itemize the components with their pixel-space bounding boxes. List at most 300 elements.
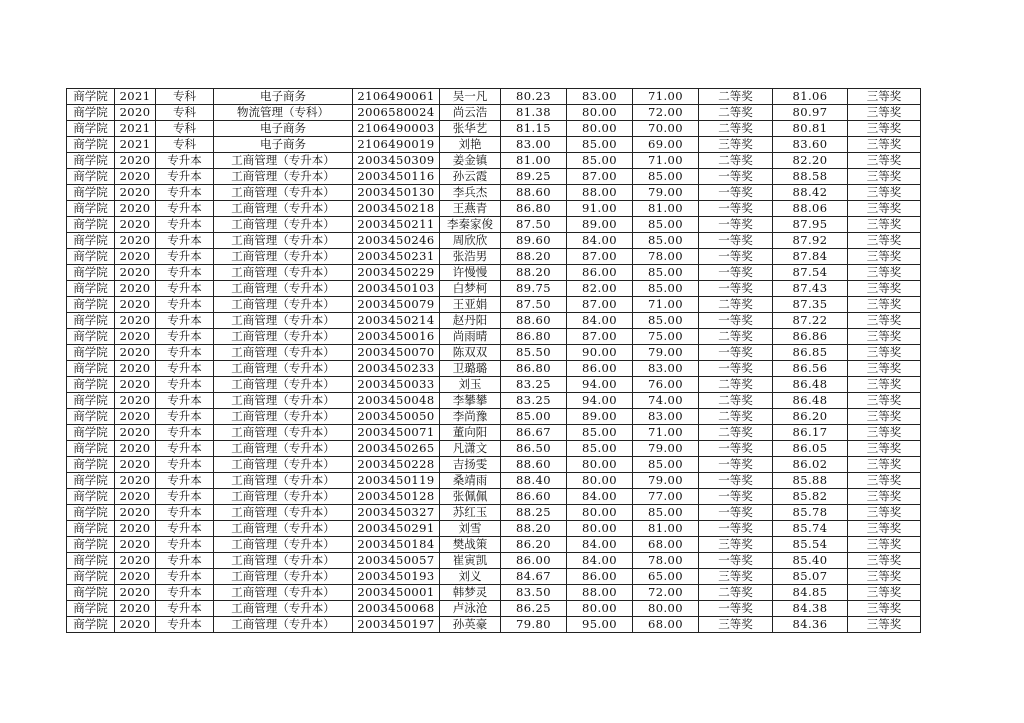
score-1-cell: 88.20 bbox=[501, 521, 567, 537]
award-1-cell: 三等奖 bbox=[699, 537, 773, 553]
year-cell: 2021 bbox=[115, 121, 156, 137]
score-3-cell: 77.00 bbox=[633, 489, 699, 505]
award-1-cell: 一等奖 bbox=[699, 265, 773, 281]
name-cell: 李秦家俊 bbox=[440, 217, 501, 233]
student-id-cell: 2006580024 bbox=[353, 105, 440, 121]
level-cell: 专升本 bbox=[156, 601, 214, 617]
award-2-cell: 三等奖 bbox=[848, 521, 921, 537]
name-cell: 尚雨晴 bbox=[440, 329, 501, 345]
table-row bbox=[67, 361, 921, 377]
major-cell: 电子商务 bbox=[214, 89, 353, 105]
score-2-cell: 87.00 bbox=[567, 249, 633, 265]
total-score-cell: 85.82 bbox=[773, 489, 848, 505]
score-3-cell: 85.00 bbox=[633, 217, 699, 233]
level-cell: 专升本 bbox=[156, 169, 214, 185]
score-3-cell: 83.00 bbox=[633, 409, 699, 425]
year-cell: 2020 bbox=[115, 377, 156, 393]
score-1-cell: 88.20 bbox=[501, 249, 567, 265]
score-3-cell: 85.00 bbox=[633, 233, 699, 249]
table-row bbox=[67, 537, 921, 553]
student-id-cell: 2003450016 bbox=[353, 329, 440, 345]
award-2-cell: 三等奖 bbox=[848, 201, 921, 217]
major-cell: 工商管理（专升本） bbox=[214, 361, 353, 377]
table-row bbox=[67, 585, 921, 601]
score-3-cell: 65.00 bbox=[633, 569, 699, 585]
table-row bbox=[67, 329, 921, 345]
level-cell: 专升本 bbox=[156, 553, 214, 569]
score-1-cell: 86.50 bbox=[501, 441, 567, 457]
level-cell: 专升本 bbox=[156, 265, 214, 281]
score-3-cell: 71.00 bbox=[633, 297, 699, 313]
score-1-cell: 83.25 bbox=[501, 377, 567, 393]
major-cell: 工商管理（专升本） bbox=[214, 473, 353, 489]
college-cell: 商学院 bbox=[67, 393, 115, 409]
level-cell: 专升本 bbox=[156, 345, 214, 361]
score-3-cell: 83.00 bbox=[633, 361, 699, 377]
award-1-cell: 一等奖 bbox=[699, 169, 773, 185]
student-id-cell: 2003450070 bbox=[353, 345, 440, 361]
student-id-cell: 2003450197 bbox=[353, 617, 440, 633]
total-score-cell: 87.54 bbox=[773, 265, 848, 281]
score-2-cell: 84.00 bbox=[567, 489, 633, 505]
score-1-cell: 80.23 bbox=[501, 89, 567, 105]
college-cell: 商学院 bbox=[67, 489, 115, 505]
score-2-cell: 85.00 bbox=[567, 425, 633, 441]
student-id-cell: 2003450079 bbox=[353, 297, 440, 313]
total-score-cell: 88.42 bbox=[773, 185, 848, 201]
score-1-cell: 83.50 bbox=[501, 585, 567, 601]
score-1-cell: 86.20 bbox=[501, 537, 567, 553]
table-row bbox=[67, 393, 921, 409]
student-id-cell: 2003450309 bbox=[353, 153, 440, 169]
award-2-cell: 三等奖 bbox=[848, 409, 921, 425]
college-cell: 商学院 bbox=[67, 457, 115, 473]
major-cell: 工商管理（专升本） bbox=[214, 521, 353, 537]
college-cell: 商学院 bbox=[67, 105, 115, 121]
table-row bbox=[67, 185, 921, 201]
student-id-cell: 2003450071 bbox=[353, 425, 440, 441]
college-cell: 商学院 bbox=[67, 297, 115, 313]
table-row bbox=[67, 233, 921, 249]
level-cell: 专科 bbox=[156, 121, 214, 137]
score-2-cell: 87.00 bbox=[567, 329, 633, 345]
score-3-cell: 68.00 bbox=[633, 537, 699, 553]
total-score-cell: 85.74 bbox=[773, 521, 848, 537]
college-cell: 商学院 bbox=[67, 601, 115, 617]
table-row bbox=[67, 297, 921, 313]
year-cell: 2020 bbox=[115, 265, 156, 281]
major-cell: 工商管理（专升本） bbox=[214, 377, 353, 393]
award-1-cell: 一等奖 bbox=[699, 361, 773, 377]
year-cell: 2020 bbox=[115, 297, 156, 313]
score-2-cell: 80.00 bbox=[567, 457, 633, 473]
college-cell: 商学院 bbox=[67, 345, 115, 361]
score-3-cell: 75.00 bbox=[633, 329, 699, 345]
score-1-cell: 88.60 bbox=[501, 185, 567, 201]
major-cell: 工商管理（专升本） bbox=[214, 409, 353, 425]
name-cell: 苏红玉 bbox=[440, 505, 501, 521]
year-cell: 2020 bbox=[115, 569, 156, 585]
score-1-cell: 83.00 bbox=[501, 137, 567, 153]
level-cell: 专科 bbox=[156, 137, 214, 153]
total-score-cell: 85.07 bbox=[773, 569, 848, 585]
total-score-cell: 80.81 bbox=[773, 121, 848, 137]
college-cell: 商学院 bbox=[67, 329, 115, 345]
student-id-cell: 2106490019 bbox=[353, 137, 440, 153]
score-3-cell: 71.00 bbox=[633, 153, 699, 169]
level-cell: 专升本 bbox=[156, 297, 214, 313]
year-cell: 2020 bbox=[115, 249, 156, 265]
student-id-cell: 2003450211 bbox=[353, 217, 440, 233]
total-score-cell: 84.38 bbox=[773, 601, 848, 617]
total-score-cell: 86.02 bbox=[773, 457, 848, 473]
student-id-cell: 2003450228 bbox=[353, 457, 440, 473]
student-id-cell: 2003450218 bbox=[353, 201, 440, 217]
year-cell: 2020 bbox=[115, 313, 156, 329]
student-id-cell: 2003450048 bbox=[353, 393, 440, 409]
college-cell: 商学院 bbox=[67, 217, 115, 233]
level-cell: 专科 bbox=[156, 89, 214, 105]
award-1-cell: 一等奖 bbox=[699, 441, 773, 457]
college-cell: 商学院 bbox=[67, 473, 115, 489]
table-row bbox=[67, 249, 921, 265]
score-1-cell: 88.20 bbox=[501, 265, 567, 281]
year-cell: 2020 bbox=[115, 537, 156, 553]
table-row bbox=[67, 617, 921, 633]
name-cell: 刘雪 bbox=[440, 521, 501, 537]
name-cell: 刘玉 bbox=[440, 377, 501, 393]
score-2-cell: 80.00 bbox=[567, 473, 633, 489]
college-cell: 商学院 bbox=[67, 281, 115, 297]
score-1-cell: 89.60 bbox=[501, 233, 567, 249]
score-3-cell: 85.00 bbox=[633, 265, 699, 281]
score-3-cell: 72.00 bbox=[633, 105, 699, 121]
award-1-cell: 二等奖 bbox=[699, 297, 773, 313]
total-score-cell: 86.56 bbox=[773, 361, 848, 377]
student-id-cell: 2003450130 bbox=[353, 185, 440, 201]
major-cell: 工商管理（专升本） bbox=[214, 249, 353, 265]
award-2-cell: 三等奖 bbox=[848, 153, 921, 169]
total-score-cell: 87.95 bbox=[773, 217, 848, 233]
total-score-cell: 82.20 bbox=[773, 153, 848, 169]
total-score-cell: 84.85 bbox=[773, 585, 848, 601]
year-cell: 2021 bbox=[115, 89, 156, 105]
award-2-cell: 三等奖 bbox=[848, 217, 921, 233]
total-score-cell: 86.20 bbox=[773, 409, 848, 425]
name-cell: 王亚娟 bbox=[440, 297, 501, 313]
award-1-cell: 一等奖 bbox=[699, 249, 773, 265]
year-cell: 2020 bbox=[115, 345, 156, 361]
award-2-cell: 三等奖 bbox=[848, 249, 921, 265]
major-cell: 工商管理（专升本） bbox=[214, 185, 353, 201]
score-3-cell: 79.00 bbox=[633, 345, 699, 361]
college-cell: 商学院 bbox=[67, 313, 115, 329]
level-cell: 专升本 bbox=[156, 409, 214, 425]
score-3-cell: 71.00 bbox=[633, 425, 699, 441]
total-score-cell: 86.48 bbox=[773, 393, 848, 409]
award-2-cell: 三等奖 bbox=[848, 553, 921, 569]
college-cell: 商学院 bbox=[67, 409, 115, 425]
score-3-cell: 79.00 bbox=[633, 441, 699, 457]
table-row bbox=[67, 345, 921, 361]
level-cell: 专升本 bbox=[156, 281, 214, 297]
score-2-cell: 80.00 bbox=[567, 521, 633, 537]
table-row bbox=[67, 137, 921, 153]
total-score-cell: 85.40 bbox=[773, 553, 848, 569]
table-row bbox=[67, 313, 921, 329]
total-score-cell: 86.85 bbox=[773, 345, 848, 361]
award-1-cell: 三等奖 bbox=[699, 569, 773, 585]
total-score-cell: 86.48 bbox=[773, 377, 848, 393]
award-2-cell: 三等奖 bbox=[848, 169, 921, 185]
score-2-cell: 84.00 bbox=[567, 537, 633, 553]
level-cell: 专升本 bbox=[156, 585, 214, 601]
award-2-cell: 三等奖 bbox=[848, 345, 921, 361]
major-cell: 工商管理（专升本） bbox=[214, 153, 353, 169]
score-1-cell: 89.25 bbox=[501, 169, 567, 185]
award-2-cell: 三等奖 bbox=[848, 441, 921, 457]
score-2-cell: 80.00 bbox=[567, 121, 633, 137]
level-cell: 专升本 bbox=[156, 505, 214, 521]
level-cell: 专升本 bbox=[156, 153, 214, 169]
level-cell: 专升本 bbox=[156, 489, 214, 505]
table-row bbox=[67, 473, 921, 489]
score-2-cell: 90.00 bbox=[567, 345, 633, 361]
year-cell: 2020 bbox=[115, 617, 156, 633]
name-cell: 吴一凡 bbox=[440, 89, 501, 105]
score-1-cell: 86.80 bbox=[501, 201, 567, 217]
major-cell: 电子商务 bbox=[214, 137, 353, 153]
major-cell: 工商管理（专升本） bbox=[214, 569, 353, 585]
award-2-cell: 三等奖 bbox=[848, 329, 921, 345]
college-cell: 商学院 bbox=[67, 169, 115, 185]
total-score-cell: 87.92 bbox=[773, 233, 848, 249]
award-2-cell: 三等奖 bbox=[848, 265, 921, 281]
college-cell: 商学院 bbox=[67, 233, 115, 249]
award-1-cell: 一等奖 bbox=[699, 281, 773, 297]
level-cell: 专升本 bbox=[156, 441, 214, 457]
level-cell: 专升本 bbox=[156, 233, 214, 249]
award-2-cell: 三等奖 bbox=[848, 281, 921, 297]
name-cell: 周欣欣 bbox=[440, 233, 501, 249]
name-cell: 董向阳 bbox=[440, 425, 501, 441]
score-1-cell: 81.00 bbox=[501, 153, 567, 169]
score-2-cell: 86.00 bbox=[567, 361, 633, 377]
score-1-cell: 86.80 bbox=[501, 329, 567, 345]
score-1-cell: 88.60 bbox=[501, 457, 567, 473]
major-cell: 工商管理（专升本） bbox=[214, 345, 353, 361]
table-row bbox=[67, 601, 921, 617]
year-cell: 2020 bbox=[115, 409, 156, 425]
total-score-cell: 87.84 bbox=[773, 249, 848, 265]
total-score-cell: 85.78 bbox=[773, 505, 848, 521]
table-row bbox=[67, 489, 921, 505]
award-1-cell: 一等奖 bbox=[699, 313, 773, 329]
name-cell: 刘义 bbox=[440, 569, 501, 585]
year-cell: 2020 bbox=[115, 153, 156, 169]
score-1-cell: 88.25 bbox=[501, 505, 567, 521]
year-cell: 2020 bbox=[115, 505, 156, 521]
score-3-cell: 85.00 bbox=[633, 457, 699, 473]
score-2-cell: 84.00 bbox=[567, 233, 633, 249]
award-1-cell: 二等奖 bbox=[699, 329, 773, 345]
student-id-cell: 2003450057 bbox=[353, 553, 440, 569]
student-id-cell: 2003450050 bbox=[353, 409, 440, 425]
award-1-cell: 二等奖 bbox=[699, 409, 773, 425]
score-3-cell: 81.00 bbox=[633, 521, 699, 537]
award-1-cell: 三等奖 bbox=[699, 617, 773, 633]
level-cell: 专升本 bbox=[156, 537, 214, 553]
score-2-cell: 87.00 bbox=[567, 297, 633, 313]
college-cell: 商学院 bbox=[67, 121, 115, 137]
major-cell: 工商管理（专升本） bbox=[214, 313, 353, 329]
college-cell: 商学院 bbox=[67, 617, 115, 633]
level-cell: 专升本 bbox=[156, 377, 214, 393]
award-2-cell: 三等奖 bbox=[848, 505, 921, 521]
award-2-cell: 三等奖 bbox=[848, 393, 921, 409]
level-cell: 专升本 bbox=[156, 185, 214, 201]
year-cell: 2020 bbox=[115, 489, 156, 505]
table-row bbox=[67, 441, 921, 457]
award-2-cell: 三等奖 bbox=[848, 489, 921, 505]
table-row bbox=[67, 153, 921, 169]
level-cell: 专升本 bbox=[156, 521, 214, 537]
score-1-cell: 88.40 bbox=[501, 473, 567, 489]
score-3-cell: 76.00 bbox=[633, 377, 699, 393]
score-1-cell: 89.75 bbox=[501, 281, 567, 297]
major-cell: 工商管理（专升本） bbox=[214, 585, 353, 601]
student-id-cell: 2003450214 bbox=[353, 313, 440, 329]
year-cell: 2020 bbox=[115, 553, 156, 569]
score-2-cell: 86.00 bbox=[567, 265, 633, 281]
student-id-cell: 2003450193 bbox=[353, 569, 440, 585]
score-2-cell: 89.00 bbox=[567, 217, 633, 233]
score-2-cell: 80.00 bbox=[567, 601, 633, 617]
award-1-cell: 二等奖 bbox=[699, 121, 773, 137]
major-cell: 工商管理（专升本） bbox=[214, 441, 353, 457]
major-cell: 工商管理（专升本） bbox=[214, 617, 353, 633]
college-cell: 商学院 bbox=[67, 441, 115, 457]
name-cell: 吉扬雯 bbox=[440, 457, 501, 473]
score-2-cell: 88.00 bbox=[567, 585, 633, 601]
student-id-cell: 2003450103 bbox=[353, 281, 440, 297]
major-cell: 工商管理（专升本） bbox=[214, 425, 353, 441]
score-2-cell: 84.00 bbox=[567, 313, 633, 329]
level-cell: 专升本 bbox=[156, 569, 214, 585]
name-cell: 姜金镇 bbox=[440, 153, 501, 169]
score-2-cell: 85.00 bbox=[567, 441, 633, 457]
table-row bbox=[67, 121, 921, 137]
major-cell: 工商管理（专升本） bbox=[214, 601, 353, 617]
student-id-cell: 2003450033 bbox=[353, 377, 440, 393]
award-1-cell: 一等奖 bbox=[699, 457, 773, 473]
student-id-cell: 2003450229 bbox=[353, 265, 440, 281]
score-1-cell: 81.38 bbox=[501, 105, 567, 121]
total-score-cell: 87.22 bbox=[773, 313, 848, 329]
award-2-cell: 三等奖 bbox=[848, 537, 921, 553]
name-cell: 李攀攀 bbox=[440, 393, 501, 409]
award-2-cell: 三等奖 bbox=[848, 425, 921, 441]
score-3-cell: 68.00 bbox=[633, 617, 699, 633]
score-1-cell: 86.60 bbox=[501, 489, 567, 505]
score-3-cell: 85.00 bbox=[633, 313, 699, 329]
total-score-cell: 80.97 bbox=[773, 105, 848, 121]
score-2-cell: 83.00 bbox=[567, 89, 633, 105]
major-cell: 工商管理（专升本） bbox=[214, 265, 353, 281]
college-cell: 商学院 bbox=[67, 585, 115, 601]
major-cell: 工商管理（专升本） bbox=[214, 233, 353, 249]
student-id-cell: 2003450327 bbox=[353, 505, 440, 521]
award-2-cell: 三等奖 bbox=[848, 121, 921, 137]
table-row bbox=[67, 409, 921, 425]
year-cell: 2020 bbox=[115, 105, 156, 121]
college-cell: 商学院 bbox=[67, 153, 115, 169]
college-cell: 商学院 bbox=[67, 553, 115, 569]
score-1-cell: 86.25 bbox=[501, 601, 567, 617]
award-1-cell: 一等奖 bbox=[699, 217, 773, 233]
major-cell: 工商管理（专升本） bbox=[214, 297, 353, 313]
score-3-cell: 72.00 bbox=[633, 585, 699, 601]
name-cell: 卫璐璐 bbox=[440, 361, 501, 377]
award-2-cell: 三等奖 bbox=[848, 473, 921, 489]
score-1-cell: 84.67 bbox=[501, 569, 567, 585]
table-row bbox=[67, 505, 921, 521]
year-cell: 2020 bbox=[115, 281, 156, 297]
award-1-cell: 一等奖 bbox=[699, 521, 773, 537]
award-1-cell: 一等奖 bbox=[699, 201, 773, 217]
award-2-cell: 三等奖 bbox=[848, 185, 921, 201]
name-cell: 韩梦灵 bbox=[440, 585, 501, 601]
award-2-cell: 三等奖 bbox=[848, 585, 921, 601]
award-1-cell: 一等奖 bbox=[699, 505, 773, 521]
major-cell: 工商管理（专升本） bbox=[214, 201, 353, 217]
award-1-cell: 一等奖 bbox=[699, 233, 773, 249]
score-3-cell: 81.00 bbox=[633, 201, 699, 217]
major-cell: 工商管理（专升本） bbox=[214, 329, 353, 345]
major-cell: 工商管理（专升本） bbox=[214, 169, 353, 185]
college-cell: 商学院 bbox=[67, 201, 115, 217]
score-2-cell: 85.00 bbox=[567, 153, 633, 169]
award-2-cell: 三等奖 bbox=[848, 617, 921, 633]
score-3-cell: 80.00 bbox=[633, 601, 699, 617]
table-row bbox=[67, 457, 921, 473]
score-3-cell: 78.00 bbox=[633, 553, 699, 569]
total-score-cell: 87.35 bbox=[773, 297, 848, 313]
major-cell: 工商管理（专升本） bbox=[214, 393, 353, 409]
name-cell: 李兵杰 bbox=[440, 185, 501, 201]
year-cell: 2020 bbox=[115, 521, 156, 537]
name-cell: 凡潇文 bbox=[440, 441, 501, 457]
year-cell: 2020 bbox=[115, 169, 156, 185]
award-2-cell: 三等奖 bbox=[848, 233, 921, 249]
level-cell: 专升本 bbox=[156, 217, 214, 233]
name-cell: 孙云霞 bbox=[440, 169, 501, 185]
college-cell: 商学院 bbox=[67, 185, 115, 201]
college-cell: 商学院 bbox=[67, 249, 115, 265]
score-1-cell: 86.00 bbox=[501, 553, 567, 569]
college-cell: 商学院 bbox=[67, 569, 115, 585]
award-table bbox=[66, 88, 921, 633]
table-row bbox=[67, 553, 921, 569]
major-cell: 工商管理（专升本） bbox=[214, 489, 353, 505]
name-cell: 赵丹阳 bbox=[440, 313, 501, 329]
table-row bbox=[67, 169, 921, 185]
score-2-cell: 94.00 bbox=[567, 393, 633, 409]
year-cell: 2021 bbox=[115, 137, 156, 153]
award-1-cell: 二等奖 bbox=[699, 393, 773, 409]
major-cell: 电子商务 bbox=[214, 121, 353, 137]
name-cell: 李尚豫 bbox=[440, 409, 501, 425]
